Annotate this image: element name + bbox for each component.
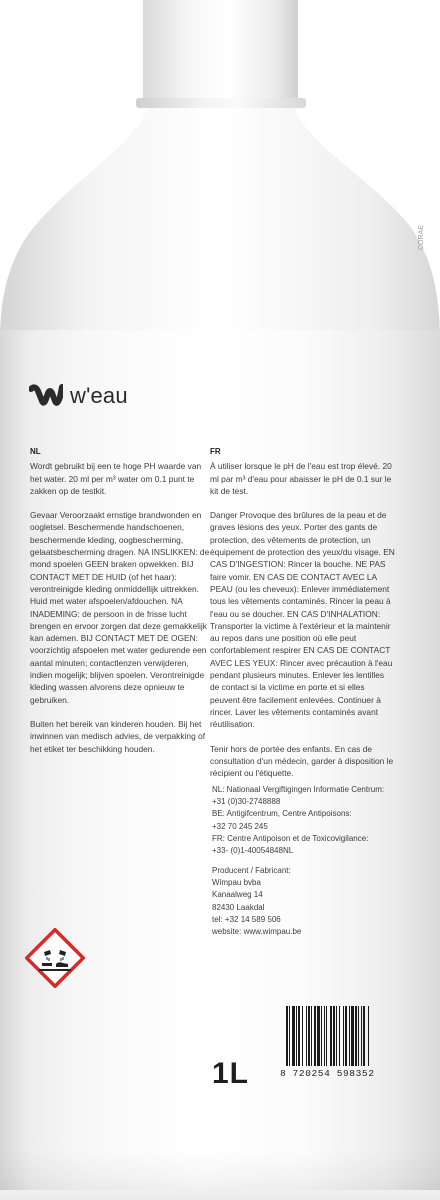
producer-line: Kanaalweg 14 xyxy=(212,890,263,900)
poison-line: NL: Nationaal Vergiftigingen Informatie Centrum: xyxy=(212,785,385,794)
barcode-icon xyxy=(282,1006,430,1070)
poison-line: +33- (0)1-40054848NL xyxy=(212,846,294,856)
lang-heading-fr: FR xyxy=(210,447,221,456)
usage-text-fr: À utiliser lorsque le pH de l'eau est trop élevé. 20 ml par m³ d'eau pour abaisser le pH de 0.1 sur le kit de test. xyxy=(210,461,392,496)
bottle-shoulder xyxy=(0,100,440,340)
poison-line: +31 (0)30-2748888 xyxy=(212,797,281,807)
corrosive-hazard-icon xyxy=(25,928,85,988)
poison-line: FR: Centre Antipoison et de Toxicovigilance: xyxy=(212,833,369,843)
producer-line: Wimpau bvba xyxy=(212,878,261,888)
producer-line: Producent / Fabricant: xyxy=(212,866,291,875)
usage-text-nl: Wordt gebruikt bij een te hoge PH waarde van het water. 20 ml per m³ water om 0.1 punt te zakken op de testkit. xyxy=(30,461,202,496)
side-code: CORAE xyxy=(418,225,425,250)
bottle-base-shadow xyxy=(0,1150,440,1200)
brand-logo xyxy=(29,383,128,409)
label-fr xyxy=(210,446,395,791)
producer-line: tel: +32 14 589 506 xyxy=(212,914,281,924)
storage-text-fr: Tenir hors de portée des enfants. En cas de consultation d'un médecin, garder à disposition le récipient ou l'étiquette. xyxy=(210,743,394,779)
storage-text-nl: Buiten het bereik van kinderen houden. Bij het inwinnen van medisch advies, de verpakking of het etiket ter beschikking houden. xyxy=(30,718,206,754)
poison-centers xyxy=(212,784,402,857)
poison-line: +32 70 245 245 xyxy=(212,821,268,831)
volume-label: 1L xyxy=(212,1057,250,1090)
weau-logo-icon xyxy=(29,383,63,409)
brand-name: w'eau xyxy=(70,383,128,408)
label-nl xyxy=(30,446,210,767)
producer-line: 82430 Laakdal xyxy=(212,902,265,912)
bottle-cap-rim xyxy=(136,98,306,108)
poison-line: BE: Antigifcentrum, Centre Antipoisons: xyxy=(212,809,352,819)
producer-info xyxy=(212,865,402,938)
hazard-text-nl: Gevaar Veroorzaakt ernstige brandwonden en oogletsel. Beschermende handschoenen, beschermende kleding, oogbescherming, gelaatsbescherming dragen. NA INSLIKKEN: de mond spoelen GEEN braken opwekken. BIJ CONTACT MET DE HUID (of het haar): verontreinigde kleding onmiddellijk uittrekken. Huid met water afspoelen/afdouchen. NA INADEMING: de persoon in de frisse lucht brengen en ervoor zorgen dat deze gemakkelijk kan ademen. BIJ CONTACT MET DE OGEN: voorzichtig afspoelen met water gedurende een aantal minuten; contactlenzen verwijderen, indien mogelijk; blijven spoelen. Verontreinigde kleding wassen alvorens deze opnieuw te gebruiken. xyxy=(30,510,210,705)
barcode-number: 8 720254 598352 xyxy=(280,1068,375,1079)
hazard-text-fr: Danger Provoque des brûlures de la peau et de graves lésions des yeux. Porter des gants de protection, des vêtements de protection, un équipement de protection des yeux/du visage. EN CAS D'INGESTION: Rincer la bouche. NE PAS faire vomir. EN CAS DE CONTACT AVEC LA PEAU (ou les cheveux): Enlever immédiatement tous les vêtements contaminés. Rincer la peau à l'eau ou se doucher. EN CAS D'INHALATION: Transporter la victime à l'extérieur et la maintenir au repos dans une position où elle peut confortablement respirer EN CAS DE CONTACT AVEC LES YEUX: Rincer avec précaution à l'eau pendant plusieurs minutes. Enlever les lentilles de contact si la victime en porte et si elles peuvent être facilement enlevées. Continuer à rincer. Laver les vêtements contaminés avant réutilisation. xyxy=(210,510,395,730)
lang-heading-nl: NL xyxy=(30,447,41,456)
bottle-cap xyxy=(143,0,298,105)
producer-line: website: www.wimpau.be xyxy=(212,927,302,937)
